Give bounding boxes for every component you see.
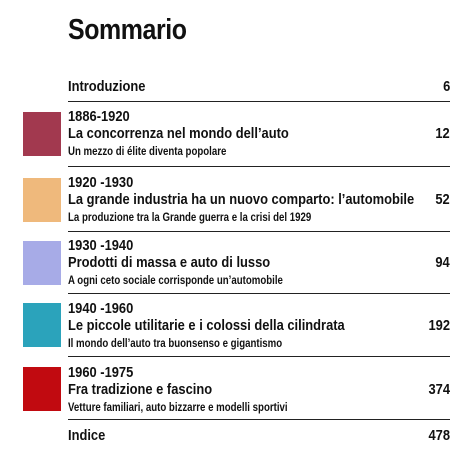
section-color-swatch [23, 367, 61, 411]
index-page-number: 478 [428, 427, 450, 444]
intro-label: Introduzione [68, 78, 146, 95]
section-subtitle: La produzione tra la Grande guerra e la crisi del 1929 [68, 212, 312, 224]
section-color-swatch [23, 112, 61, 156]
section-years: 1920 -1930 [68, 174, 134, 191]
section-heading: La concorrenza nel mondo dell’auto [68, 125, 289, 142]
section-subtitle: A ogni ceto sociale corrisponde un’automobile [68, 275, 283, 287]
section-heading: La grande industria ha un nuovo comparto: l’automobile [68, 191, 415, 208]
section-color-swatch [23, 178, 61, 222]
section-page-number: 52 [435, 191, 450, 208]
section-years: 1940 -1960 [68, 300, 134, 317]
intro-page-number: 6 [442, 78, 450, 95]
divider [68, 166, 450, 167]
divider [68, 419, 450, 420]
section-years: 1960 -1975 [68, 364, 134, 381]
divider [68, 293, 450, 294]
section-heading: Fra tradizione e fascino [68, 381, 213, 398]
section-page-number: 374 [428, 381, 450, 398]
section-heading: Prodotti di massa e auto di lusso [68, 254, 271, 271]
section-years: 1886-1920 [68, 108, 130, 125]
section-subtitle: Vetture familiari, auto bizzarre e modelli sportivi [68, 402, 288, 414]
section-page-number: 94 [435, 254, 450, 271]
section-color-swatch [23, 303, 61, 347]
section-subtitle: Un mezzo di élite diventa popolare [68, 146, 227, 158]
divider [68, 356, 450, 357]
divider [68, 231, 450, 232]
section-heading: Le piccole utilitarie e i colossi della cilindrata [68, 317, 345, 334]
section-years: 1930 -1940 [68, 237, 134, 254]
page-title: Sommario [68, 14, 187, 46]
section-page-number: 12 [435, 125, 450, 142]
section-color-swatch [23, 241, 61, 285]
divider [68, 101, 450, 102]
index-label: Indice [68, 427, 106, 444]
section-page-number: 192 [428, 317, 450, 334]
section-subtitle: Il mondo dell’auto tra buonsenso e gigantismo [68, 338, 283, 350]
